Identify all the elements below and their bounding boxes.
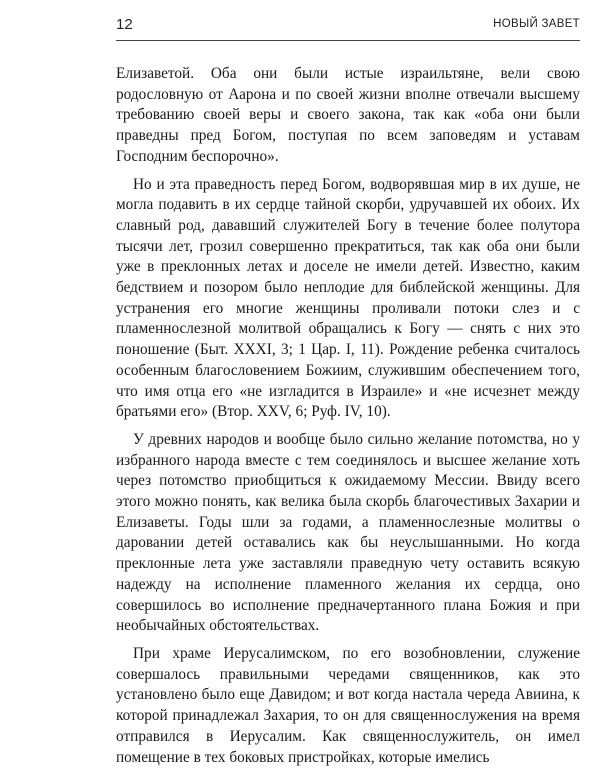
body-text — [116, 64, 580, 775]
page-number: 12 — [116, 16, 133, 33]
paragraph-1: Елизаветой. Оба они были истые израильтяне, вели свою родословную от Аарона и по своей жизни вполне отвечали высшему требованию своей веры и своего закона, так как «оба они были праведны пред Богом, поступая по всем заповедям и уставам Господним беспорочно». — [116, 65, 580, 165]
section-title: НОВЫЙ ЗАВЕТ — [493, 18, 580, 30]
paragraph-3: У древних народов и вообще было сильно желание потомства, но у избранного народа вместе с тем соединялось и высшее желание хоть через потомство приобщиться к ожидаемому Мессии. Ввиду всего этого можно понять, как велика была скорбь благочестивых Захарии и Елизаветы. Годы шли за годами, а пламеннослезные молитвы о даровании детей оставались как бы неуслышанными. Но когда преклонные лета уже заставляли праведную чету оставить всякую надежду на исполнение пламенного желания их сердца, оно совершилось во исполнение предначертанного плана Божия и при необычайных обстоятельствах. — [116, 430, 580, 635]
running-head — [116, 14, 580, 38]
header-rule — [116, 40, 580, 41]
paragraph-2: Но и эта праведность перед Богом, водворявшая мир в их душе, не могла подавить в их сердце тайной скорби, удручавшей их обоих. Их славный род, дававший служителей Богу в течение более полутора тысячи лет, грозил совершенно прекратиться, так как оба они были уже в преклонных летах и доселе не имели детей. Известно, каким бедствием и позором было неплодие для библейской женщины. Для устранения его многие женщины проливали потоки слез и с пламеннослезной молитвой обращались к Богу — снять с них это поношение (Быт. XXXI, 3; 1 Цар. I, 11). Рождение ребенка считалось особенным благословением Божиим, служившим обеспечением того, что имя отца его «не изгладится в Израиле» и «не исчезнет между братьями его» (Втор. XXV, 6; Руф. IV, 10). — [116, 175, 580, 421]
paragraph-4: При храме Иерусалимском, по его возобновлении, служение совершалось правильными чередами священников, как это установлено было еще Давидом; и вот когда настала череда Авиина, к которой принадлежал Захария, то он для священнослужения на время отправился в Иерусалим. Как священнослужитель, он имел помещение в тех боковых пристройках, которые имелись — [116, 644, 580, 766]
